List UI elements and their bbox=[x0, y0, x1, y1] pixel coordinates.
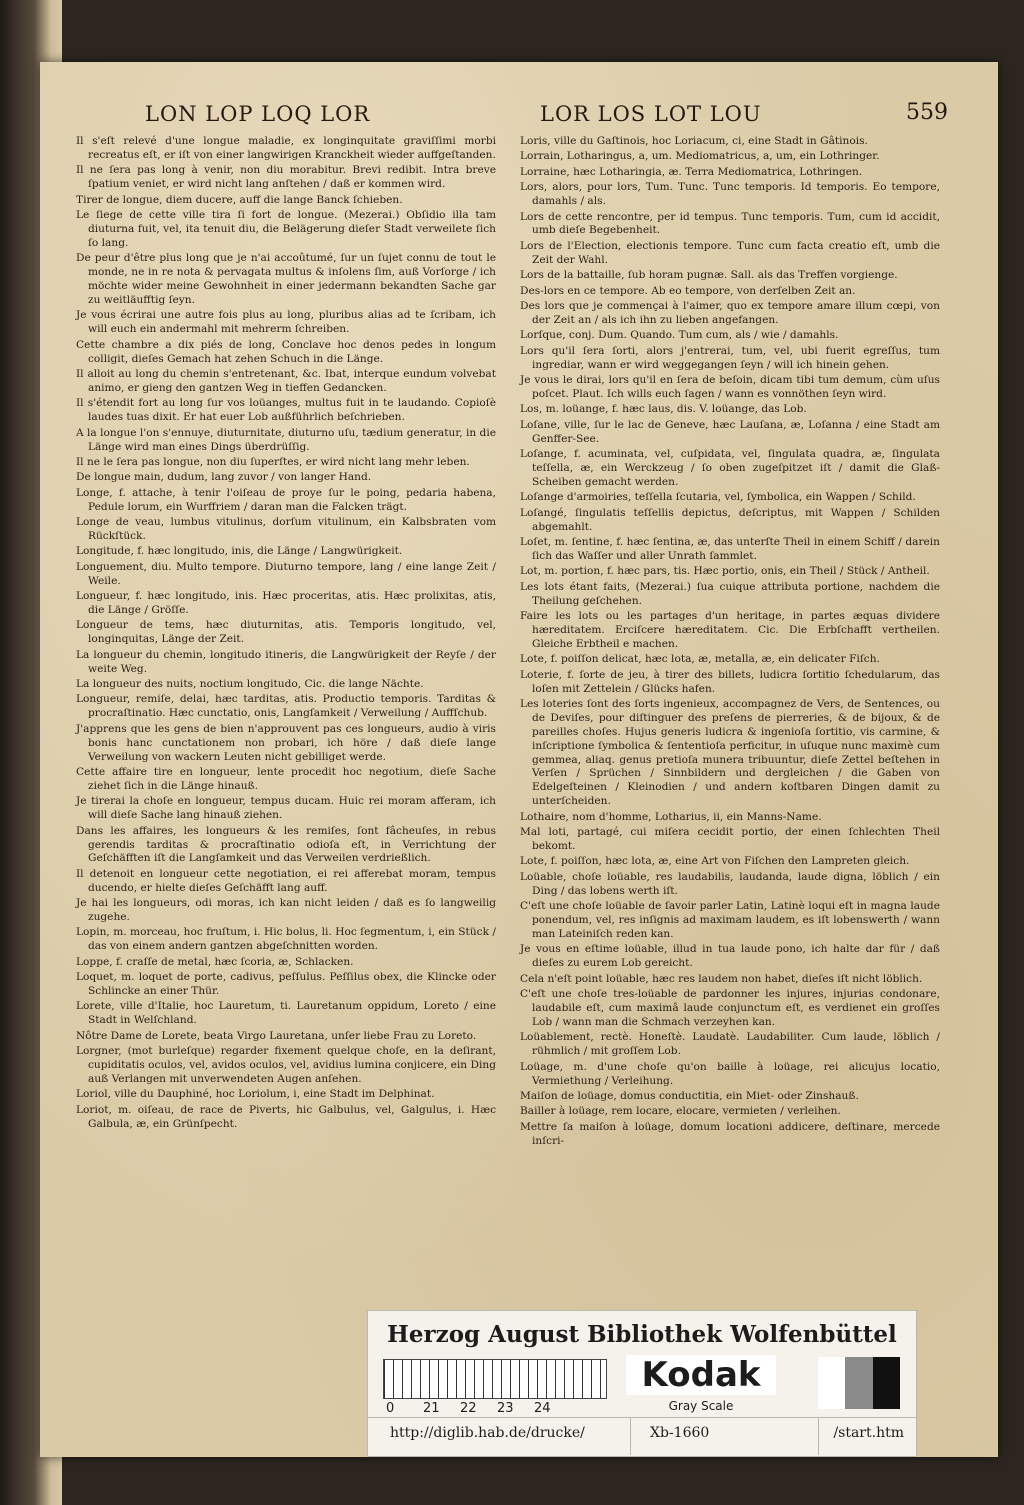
dictionary-entry: Loſane, ville, ſur le lac de Geneve, hæc Lauſana, æ, Loſanna / eine Stadt am Genffer-See. bbox=[520, 418, 940, 445]
dictionary-entry: Dans les affaires, les longueurs & les remiſes, ſont fâcheuſes, in rebus gerendis tarditas & procraſtinatio odioſa eſt, in Verrichtung der Geſchäfften iſt die Langſamkeit und das Verweilen verdrießlich. bbox=[76, 824, 496, 865]
dictionary-entry: Lorete, ville d'Italie, hoc Lauretum, ti. Lauretanum oppidum, Loreto / eine Stadt in Welſchland. bbox=[76, 1000, 496, 1027]
dictionary-entry: Il s'étendit fort au long ſur vos loüanges, multus fuit in te laudando. Copioſè laudes tuas dixit. Er hat euer Lob außführlich beſchrieben. bbox=[76, 397, 496, 424]
page-number: 559 bbox=[906, 100, 948, 125]
gray-scale-label: Gray Scale bbox=[668, 1399, 734, 1413]
dictionary-entry: Des lors que je commençai à l'aimer, quo ex tempore amare illum cœpi, von der Zeit an / als ich ihn zu lieben angefangen. bbox=[520, 299, 940, 326]
dictionary-entry: Lorgner, (mot burleſque) regarder fixement quelque choſe, en la deſirant, cupiditatis oculos, vel, avidos oculos, vel, avidius lumina conjicere, ein Ding auß Verlangen mit unverwendeten Augen anſehen. bbox=[76, 1045, 496, 1085]
dictionary-entry: Il detenoit en longueur cette negotiation, ei rei afferebat moram, tempus ducendo, er hielte dieſes Geſchäfft lang auff. bbox=[76, 867, 496, 894]
dictionary-entry: Je vous le dirai, lors qu'il en ſera de beſoin, dicam tibi tum demum, cùm uſus poſcet. Plaut. Ich wills euch ſagen / wann es vonnöthen ſeyn wird. bbox=[520, 374, 940, 400]
dictionary-entry: Longueur de tems, hæc diuturnitas, atis. Temporis longitudo, vel, longinquitas, Länge der Zeit. bbox=[76, 619, 496, 646]
dictionary-entry: Longitude, f. hæc longitudo, inis, die Länge / Langwürigkeit. bbox=[76, 545, 403, 558]
dictionary-entry: A la longue l'on s'ennuye, diuturnitate, diuturno uſu, tædium generatur, in die Länge wird man eines Dings überdrüſſig. bbox=[76, 426, 496, 453]
start-link: /start.htm bbox=[833, 1425, 904, 1441]
ruler-number: 22 bbox=[460, 1401, 477, 1416]
dictionary-entry: De longue main, dudum, lang zuvor / von langer Hand. bbox=[76, 471, 372, 484]
ruler-number: 21 bbox=[423, 1401, 440, 1416]
dictionary-entry: Lors de cette rencontre, per id tempus. Tunc temporis. Tum, cum id accidit, umb dieſe Begebenheit. bbox=[520, 210, 940, 237]
dictionary-entry: Loüablement, rectè. Honeſtè. Laudatè. Laudabiliter. Cum laude, löblich / rühmlich / mit groſſem Lob. bbox=[520, 1031, 940, 1058]
dictionary-entry: Je vous en eſtime loüable, illud in tua laude pono, ich halte dar für / daß dieſes zu eurem Lob gereicht. bbox=[520, 943, 940, 970]
dictionary-entry: Il alloit au long du chemin s'entretenant, &c. Ibat, interque eundum volvebat animo, er gieng den gantzen Weg in tieffen Gedancken. bbox=[76, 368, 496, 394]
dictionary-entry: Loſet, m. ſentine, f. hæc ſentina, æ, das unterſte Theil in einem Schiff / darein ſich das Waſſer und aller Unrath ſammlet. bbox=[520, 535, 940, 562]
dictionary-entry: Faire les lots ou les partages d'un heritage, in partes æquas dividere hæreditatem. Erciſcere hæreditatem. Cic. Die Erbſchafft vertheilen. Gleiche Erbtheil e machen. bbox=[520, 610, 940, 650]
dictionary-entry: Loſangé, ſingulatis teſſellis depictus, deſcriptus, mit Wappen / Schilden abgemahlt. bbox=[520, 506, 940, 533]
right-column bbox=[520, 135, 940, 1150]
left-column bbox=[76, 135, 496, 1133]
dictionary-entry: Loüage, m. d'une choſe qu'on baille à loüage, rei alicujus locatio, Vermiethung / Verleihung. bbox=[520, 1060, 940, 1087]
dictionary-entry: Longe, f. attache, à tenir l'oiſeau de proye ſur le poing, pedaria habena, Pedule lorum, ein Wurffriem / daran man die Falcken trägt. bbox=[76, 486, 496, 513]
dictionary-entry: Nôtre Dame de Lorete, beata Virgo Lauretana, unſer liebe Frau zu Loreto. bbox=[76, 1029, 477, 1042]
gray-patch-mid bbox=[845, 1357, 872, 1409]
dictionary-entry: Loſange, f. acuminata, vel, cuſpidata, vel, ſingulata quadra, æ, ſingulata teſſella, æ, ein Werckzeug / ſo oben zugeſpitzet iſt / damit die Glaß-Scheiben gemacht werden. bbox=[520, 448, 940, 488]
dictionary-entry: Maiſon de loüage, domus conductitia, ein Miet- oder Zinshauß. bbox=[520, 1089, 859, 1102]
card-divider-v2 bbox=[818, 1418, 819, 1455]
dictionary-entry: Longe de veau, lumbus vitulinus, dorſum vitulinum, ein Kalbsbraten vom Rückſtück. bbox=[76, 516, 496, 542]
dictionary-entry: De peur d'être plus long que je n'ai accoûtumé, ſur un ſujet connu de tout le monde, ne in re nota & pervagata multus & inſolens ſim, auß Vorſorge / ich möchte wider meine Gewohnheit in einer jedermann bekandten Sache gar zu weitläufftig ſeyn. bbox=[76, 252, 496, 306]
dictionary-entry: Lors qu'il ſera ſorti, alors j'entrerai, tum, vel, ubi fuerit egreſſus, tum ingrediar, wann er wird weggegangen ſeyn / will ich hinein gehen. bbox=[520, 344, 940, 371]
dictionary-entry: Mal loti, partagé, cui miſera cecidit portio, der einen ſchlechten Theil bekomt. bbox=[520, 826, 940, 852]
dictionary-entry: Il ne le ſera pas longue, non diu ſuperſtes, er wird nicht lang mehr leben. bbox=[76, 455, 470, 468]
dictionary-entry: Lothaire, nom d'homme, Lotharius, ii, ein Manns-Name. bbox=[520, 810, 822, 823]
dictionary-entry: Les loteries ſont des ſorts ingenieux, accompagnez de Vers, de Sentences, ou de Deviſes, pour diſtinguer des preſens de pierreries, & de bijoux, & de pareilles choſes. Hujus generis ludicra & ingenioſa ſortitio, vis carmine, & inſcriptione ſymbolica & ſententioſa perficitur, in uſuque nunc maximè cum gemmea, aliaq. genus pretioſa munera tribuuntur, dieſe Zettel beſtehen in Verſen / Sprüchen / Sinnbildern und dergleichen / die Gaben von Edelgeſteinen / Kleinodien / und andern koſtbaren Dingen damit zu unterſcheiden. bbox=[520, 697, 940, 808]
dictionary-entry: Lot, m. portion, f. hæc pars, tis. Hæc portio, onis, ein Theil / Stück / Antheil. bbox=[520, 565, 930, 578]
ruler-number: 23 bbox=[497, 1401, 514, 1416]
shelfmark: Xb-1660 bbox=[650, 1425, 710, 1441]
card-divider bbox=[368, 1417, 916, 1418]
dictionary-entry: Loriot, m. oiſeau, de race de Piverts, hic Galbulus, vel, Galgulus, i. Hæc Galbula, æ, ein Grünſpecht. bbox=[76, 1103, 496, 1130]
gray-patch-white bbox=[818, 1357, 845, 1409]
running-head-left: LON LOP LOQ LOR bbox=[145, 102, 371, 126]
card-divider-v1 bbox=[630, 1418, 631, 1455]
dictionary-entry: Longueur, remiſe, delai, hæc tarditas, atis. Productio temporis. Tarditas & procraſtinatio. Hæc cunctatio, onis, Langſamkeit / Verweilung / Auffſchub. bbox=[76, 693, 496, 720]
dictionary-entry: Lote, f. poiſſon, hæc lota, æ, eine Art von Fiſchen den Lampreten gleich. bbox=[520, 855, 910, 868]
dictionary-entry: Loſange d'armoiries, teſſella ſcutaria, vel, ſymbolica, ein Wappen / Schild. bbox=[520, 491, 916, 504]
dictionary-entry: C'eſt une choſe tres-loüable de pardonner les injures, injurias condonare, laudabile eſt, cum maximâ laude conjunctum eſt, es verdienet ein groſſes Lob / wann man die Schmach verzeyhen kan. bbox=[520, 988, 940, 1028]
library-name: Herzog August Bibliothek Wolfenbüttel bbox=[387, 1321, 897, 1348]
dictionary-entry: Loterie, f. ſorte de jeu, à tirer des billets, ludicra ſortitio ſchedularum, das loſen mit Zettelein / Glücks hafen. bbox=[520, 668, 940, 695]
dictionary-entry: Loriol, ville du Dauphiné, hoc Loriolum, i, eine Stadt im Delphinat. bbox=[76, 1088, 435, 1101]
dictionary-entry: Je tirerai la choſe en longueur, tempus ducam. Huic rei moram afferam, ich will dieſe Sache lang hinauß ziehen. bbox=[76, 795, 496, 822]
library-color-card bbox=[367, 1310, 917, 1457]
dictionary-entry: Loüable, choſe loüable, res laudabilis, laudanda, laude digna, löblich / ein Ding / das lobens werth iſt. bbox=[520, 870, 940, 897]
dictionary-entry: Il ne ſera pas long à venir, non diu morabitur. Brevi redibit. Intra breve ſpatium veniet, er wird nicht lang anſtehen / daß er kommen wird. bbox=[76, 164, 496, 191]
dictionary-entry: Longuement, diu. Multo tempore. Diuturno tempore, lang / eine lange Zeit / Weile. bbox=[76, 560, 496, 587]
dictionary-entry: Bailler à loüage, rem locare, elocare, vermieten / verleihen. bbox=[520, 1105, 841, 1118]
dictionary-entry: Loris, ville du Gaſtinois, hoc Loriacum, ci, eine Stadt in Gâtinois. bbox=[520, 135, 868, 147]
dictionary-entry: Los, m. loüange, f. hæc laus, dis. V. loüange, das Lob. bbox=[520, 403, 807, 416]
dictionary-entry: Cela n'eſt point loüable, hæc res laudem non habet, dieſes iſt nicht löblich. bbox=[520, 972, 923, 985]
dictionary-entry: Cette chambre a dix piés de long, Conclave hoc denos pedes in longum colligit, dieſes Gemach hat zehen Schuch in die Länge. bbox=[76, 338, 496, 365]
dictionary-entry: Lote, f. poiſſon delicat, hæc lota, æ, metalla, æ, ein delicater Fiſch. bbox=[520, 653, 880, 666]
dictionary-page bbox=[40, 62, 998, 1457]
library-url: http://diglib.hab.de/drucke/ bbox=[390, 1425, 585, 1441]
dictionary-entry: Cette affaire tire en longueur, lente procedit hoc negotium, dieſe Sache ziehet ſich in die Länge hinauß. bbox=[76, 765, 496, 792]
ruler-numbers bbox=[386, 1401, 616, 1416]
dictionary-entry: Je hai les longueurs, odi moras, ich kan nicht leiden / daß es ſo langweilig zugehe. bbox=[76, 897, 496, 924]
dictionary-entry: Lors, alors, pour lors, Tum. Tunc. Tunc temporis. Id temporis. Eo tempore, damahls / als. bbox=[520, 181, 940, 208]
dictionary-entry: Lors de la battaille, ſub horam pugnæ. Sall. als das Treffen vorgienge. bbox=[520, 269, 898, 282]
dictionary-entry: Mettre ſa maiſon à loüage, domum locationi addicere, deſtinare, mercede inſcri- bbox=[520, 1120, 940, 1147]
dictionary-entry: Longueur, f. hæc longitudo, inis. Hæc proceritas, atis. Hæc prolixitas, atis, die Länge / Gröſſe. bbox=[76, 590, 496, 616]
running-head-right: LOR LOS LOT LOU bbox=[540, 102, 762, 126]
dictionary-entry: Lors de l'Election, electionis tempore. Tunc cum facta creatio eſt, umb die Zeit der Wahl. bbox=[520, 239, 940, 266]
dictionary-entry: Le ſiege de cette ville tira ſi fort de longue. (Mezerai.) Obſidio illa tam diuturna fuit, vel, ita tenuit diu, die Belägerung dieſer Stadt verweilete ſich ſo lang. bbox=[76, 209, 496, 249]
dictionary-entry: Loquet, m. loquet de porte, cadivus, peſſulus. Peſſilus obex, die Klincke oder Schlincke an einer Thür. bbox=[76, 971, 496, 998]
gray-patch-black bbox=[873, 1357, 900, 1409]
dictionary-entry: La longueur du chemin, longitudo itineris, die Langwürigkeit der Reyſe / der weite Weg. bbox=[76, 648, 496, 675]
dictionary-entry: Lorraine, hæc Lotharingia, æ. Terra Mediomatrica, Lothringen. bbox=[520, 165, 863, 178]
ruler-number: 24 bbox=[534, 1401, 551, 1416]
gray-scale-patches bbox=[818, 1357, 900, 1409]
dictionary-entry: La longueur des nuits, noctium longitudo, Cic. die lange Nächte. bbox=[76, 678, 424, 691]
dictionary-entry: Je vous écrirai une autre fois plus au long, pluribus alias ad te ſcribam, ich will euch ein andermahl mit mehrerm ſchreiben. bbox=[76, 309, 496, 336]
dictionary-entry: Lopin, m. morceau, hoc fruſtum, i. Hic bolus, li. Hoc ſegmentum, i, ein Stück / das von einem andern gantzen abgeſchnitten worden. bbox=[76, 926, 496, 953]
ruler-scale bbox=[383, 1359, 607, 1399]
kodak-logo: Kodak bbox=[626, 1355, 776, 1395]
ruler-number: 0 bbox=[386, 1401, 395, 1416]
dictionary-entry: J'apprens que les gens de bien n'approuvent pas ces longueurs, audio à viris bonis hanc cunctationem non probari, ich höre / daß dieſe lange Verweilung von wackern Leuten nicht gebilliget werde. bbox=[76, 722, 496, 763]
dictionary-entry: Lorſque, conj. Dum. Quando. Tum cum, als / wie / damahls. bbox=[520, 329, 839, 342]
dictionary-entry: Des-lors en ce tempore. Ab eo tempore, von derſelben Zeit an. bbox=[520, 284, 856, 297]
dictionary-entry: Loppe, f. craſſe de metal, hæc ſcoria, æ, Schlacken. bbox=[76, 955, 354, 968]
dictionary-entry: Tirer de longue, diem ducere, auff die lange Banck ſchieben. bbox=[76, 193, 403, 206]
dictionary-entry: Lorrain, Lotharingus, a, um. Mediomatricus, a, um, ein Lothringer. bbox=[520, 150, 880, 163]
dictionary-entry: Il s'eſt relevé d'une longue maladie, ex longinquitate graviſſimi morbi recreatus eſt, er iſt von einer langwirigen Kranckheit wieder auffgeſtanden. bbox=[76, 135, 496, 161]
dictionary-entry: C'eſt une choſe loüable de ſavoir parler Latin, Latinè loqui eſt in magna laude ponendum, vel, res inſignis ad maximam laudem, es iſt lobenswerth / wann man Lateiniſch reden kan. bbox=[520, 900, 940, 940]
dictionary-entry: Les lots étant faits, (Mezerai.) ſua cuique attributa portione, nachdem die Theilung geſchehen. bbox=[520, 580, 940, 607]
